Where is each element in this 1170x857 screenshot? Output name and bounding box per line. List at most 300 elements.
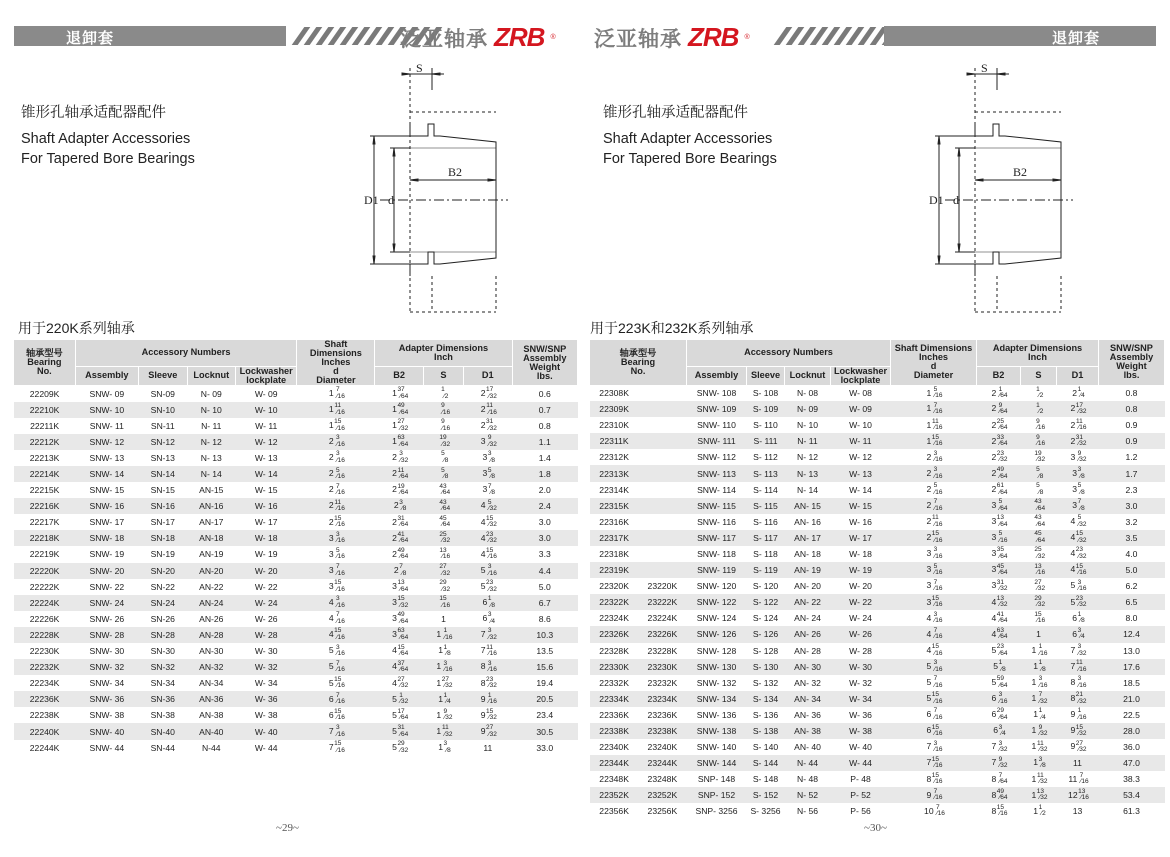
cell-b2: 6 3 ⁄4 [977,723,1021,739]
cell-assembly: SNW- 115 [687,498,747,514]
cell-b2: 2 9 ⁄64 [977,401,1021,417]
cell-sleeve: S- 128 [747,643,785,659]
cell-s: 1 9 ⁄32 [423,707,463,723]
cell-b2: 2 61 ⁄64 [977,482,1021,498]
cell-d1: 8 3 ⁄16 [1057,675,1099,691]
cell-assembly: SNW- 136 [687,707,747,723]
cell-lockwasher: W- 40 [831,739,891,755]
cell-locknut: AN-19 [187,546,236,562]
cell-s: 1 3 ⁄16 [423,659,463,675]
cell-s: 45 ⁄64 [1021,530,1057,546]
cell-d1: 4 15 ⁄32 [464,514,513,530]
cell-shaft-diameter: 7 3 ⁄16 [297,723,375,739]
cell-sleeve: S- 113 [747,465,785,481]
cell-d1: 4 5 ⁄32 [464,498,513,514]
cell-bearing-no-2: 23252K [638,787,686,803]
series-title: 用于223K和232K系列轴承 [590,320,754,336]
cell-d1: 3 5 ⁄8 [1057,482,1099,498]
table-row [14,482,578,498]
brand-name-cn: 泛亚轴承 [594,27,682,51]
cell-sleeve: SN-13 [138,450,187,466]
cell-locknut: N- 11 [187,418,236,434]
col-s: S [423,366,463,385]
col-lockwasher: Lockwasher lockplate [236,366,297,385]
cell-d1: 4 15 ⁄16 [464,546,513,562]
col-bearing-no: 轴承型号 Bearing No. [14,340,75,386]
cell-b2: 3 5 ⁄16 [977,530,1021,546]
cell-weight: 5.0 [512,579,577,595]
cell-d1: 6 1 ⁄8 [1057,610,1099,626]
cell-weight: 28.0 [1099,723,1165,739]
cell-shaft-diameter: 6 7 ⁄16 [297,691,375,707]
cell-s: 27 ⁄32 [423,563,463,579]
cell-locknut: N- 14 [785,482,831,498]
cell-shaft-diameter: 3 5 ⁄16 [297,546,375,562]
cell-lockwasher: W- 38 [831,723,891,739]
cell-sleeve: SN-10 [138,402,187,418]
cell-bearing-no: 22348K [590,771,638,787]
cell-bearing-no: 22320K [590,578,638,594]
cell-weight: 10.3 [512,627,577,643]
cell-assembly: SNW- 09 [75,386,138,402]
table-row [14,691,578,707]
cell-bearing-no-2 [638,385,686,401]
table-row [590,578,1165,594]
cell-bearing-no-2 [638,498,686,514]
cell-shaft-diameter: 7 15 ⁄16 [891,755,977,771]
dim-label-d: d [953,193,959,207]
cell-b2: 3 31 ⁄32 [977,578,1021,594]
cell-weight: 0.9 [1099,417,1165,433]
cell-sleeve: SN-32 [138,659,187,675]
cell-lockwasher: W- 16 [831,514,891,530]
cell-s: 5 ⁄8 [1021,482,1057,498]
table-row [590,626,1165,642]
cell-sleeve: S- 116 [747,514,785,530]
cell-s: 1 1 ⁄8 [423,643,463,659]
cell-lockwasher: W- 12 [831,449,891,465]
cell-sleeve: SN-38 [138,707,187,723]
cell-d1: 2 31 ⁄32 [464,418,513,434]
cell-locknut: AN- 28 [785,643,831,659]
table-row [590,417,1165,433]
adapter-diagram [915,62,1075,314]
cell-lockwasher: W- 12 [236,434,297,450]
page-title-block [603,103,777,169]
cell-bearing-no-2 [638,417,686,433]
cell-bearing-no: 22226K [14,611,75,627]
col-locknut: Locknut [187,366,236,385]
table-row [590,385,1165,401]
cell-s: 13 ⁄16 [423,546,463,562]
cell-locknut: N- 10 [785,417,831,433]
cell-assembly: SNW- 119 [687,562,747,578]
cell-bearing-no: 22215K [14,482,75,498]
cell-weight: 8.6 [512,611,577,627]
cell-bearing-no-2: 23248K [638,771,686,787]
table-row [14,740,578,756]
dim-label-d1: D1 [929,193,944,207]
cell-lockwasher: W- 14 [236,466,297,482]
cell-b2: 2 31 ⁄64 [375,514,424,530]
cell-b2: 2 3 ⁄8 [375,498,424,514]
dim-label-d1: D1 [364,193,379,207]
cell-weight: 47.0 [1099,755,1165,771]
cell-weight: 1.7 [1099,465,1165,481]
cell-sleeve: SN-44 [138,740,187,756]
cell-assembly: SNW- 138 [687,723,747,739]
col-sleeve: Sleeve [747,366,785,385]
cell-shaft-diameter: 5 3 ⁄16 [891,659,977,675]
cell-sleeve: S- 148 [747,771,785,787]
cell-sleeve: S- 110 [747,417,785,433]
cell-locknut: AN-26 [187,611,236,627]
brand-logo-text: ZRB [688,22,739,52]
cell-lockwasher: W- 16 [236,498,297,514]
cell-locknut: AN- 22 [785,594,831,610]
table-row [590,449,1165,465]
cell-weight: 1.4 [512,450,577,466]
cell-weight: 36.0 [1099,739,1165,755]
cell-bearing-no: 22356K [590,803,638,819]
cell-b2: 4 13 ⁄32 [977,594,1021,610]
cell-s: 43 ⁄64 [423,498,463,514]
col-adapter-dimensions: Adapter Dimensions Inch [375,340,512,366]
cell-assembly: SNW- 28 [75,627,138,643]
cell-s: 25 ⁄32 [1021,546,1057,562]
cell-d1: 2 11 ⁄16 [464,402,513,418]
cell-bearing-no: 22336K [590,707,638,723]
cell-shaft-diameter: 2 3 ⁄16 [891,465,977,481]
cell-d1: 9 15 ⁄32 [1057,723,1099,739]
cell-s: 5 ⁄8 [423,450,463,466]
table-row [590,675,1165,691]
col-d1: D1 [1057,366,1099,385]
cell-s: 1 9 ⁄32 [1021,723,1057,739]
cell-assembly: SNW- 130 [687,659,747,675]
cell-d1: 13 [1057,803,1099,819]
cell-d1: 7 11 ⁄16 [1057,659,1099,675]
cell-bearing-no-2: 23236K [638,707,686,723]
cell-locknut: AN- 16 [785,514,831,530]
table-row [590,562,1165,578]
right-section-label: 退卸套 [1051,30,1100,47]
cell-lockwasher: W- 20 [831,578,891,594]
cell-lockwasher: W- 13 [236,450,297,466]
cell-locknut: N- 48 [785,771,831,787]
cell-assembly: SNW- 114 [687,482,747,498]
cell-locknut: AN- 40 [785,739,831,755]
cell-locknut: AN-18 [187,530,236,546]
page-title-en-line1: Shaft Adapter Accessories [21,131,191,147]
cell-b2: 5 23 ⁄64 [977,643,1021,659]
cell-locknut: AN- 32 [785,675,831,691]
cell-bearing-no-2 [638,530,686,546]
cell-locknut: AN-16 [187,498,236,514]
cell-assembly: SNW- 118 [687,546,747,562]
cell-lockwasher: P- 56 [831,803,891,819]
cell-d1: 7 3 ⁄32 [1057,643,1099,659]
cell-assembly: SNW- 117 [687,530,747,546]
cell-shaft-diameter: 1 11 ⁄16 [891,417,977,433]
cell-b2: 4 63 ⁄64 [977,626,1021,642]
cell-shaft-diameter: 1 7 ⁄16 [297,386,375,402]
cell-assembly: SNW- 20 [75,563,138,579]
cell-sleeve: S- 126 [747,626,785,642]
cell-locknut: AN-38 [187,707,236,723]
cell-sleeve: S- 118 [747,546,785,562]
col-b2: B2 [977,366,1021,385]
cell-locknut: AN- 15 [785,498,831,514]
cell-locknut: N- 56 [785,803,831,819]
cell-lockwasher: W- 26 [831,626,891,642]
cell-lockwasher: W- 18 [236,530,297,546]
cell-d1: 11 [1057,755,1099,771]
cell-bearing-no: 22214K [14,466,75,482]
cell-bearing-no: 22310K [590,417,638,433]
cell-d1: 11 7 ⁄16 [1057,771,1099,787]
cell-locknut: AN- 34 [785,691,831,707]
cell-d1: 2 11 ⁄16 [1057,417,1099,433]
table-row [590,594,1165,610]
cell-locknut: N- 14 [187,466,236,482]
cell-shaft-diameter: 3 3 ⁄16 [297,530,375,546]
cell-d1: 4 15 ⁄32 [1057,530,1099,546]
cell-lockwasher: W- 15 [831,498,891,514]
cell-assembly: SNW- 36 [75,691,138,707]
cell-bearing-no-2: 23226K [638,626,686,642]
cell-b2: 3 13 ⁄64 [977,514,1021,530]
cell-sleeve: S- 138 [747,723,785,739]
cell-shaft-diameter: 1 7 ⁄16 [891,401,977,417]
cell-b2: 5 1 ⁄32 [375,691,424,707]
cell-assembly: SNW- 108 [687,385,747,401]
table-row [14,579,578,595]
cell-weight: 3.0 [1099,498,1165,514]
cell-sleeve: S- 122 [747,594,785,610]
cell-shaft-diameter: 4 3 ⁄16 [297,595,375,611]
cell-b2: 8 7 ⁄64 [977,771,1021,787]
cell-sleeve: S- 117 [747,530,785,546]
cell-assembly: SNW- 11 [75,418,138,434]
cell-s: 27 ⁄32 [1021,578,1057,594]
cell-shaft-diameter: 3 7 ⁄16 [891,578,977,594]
table-row [590,530,1165,546]
cell-bearing-no: 22224K [14,595,75,611]
cell-locknut: AN- 38 [785,723,831,739]
cell-bearing-no: 22213K [14,450,75,466]
cell-bearing-no: 22230K [14,643,75,659]
cell-weight: 3.3 [512,546,577,562]
cell-bearing-no-2: 23222K [638,594,686,610]
table-row [590,691,1165,707]
cell-weight: 61.3 [1099,803,1165,819]
cell-bearing-no: 22220K [14,563,75,579]
cell-locknut: N- 09 [187,386,236,402]
cell-shaft-diameter: 5 3 ⁄16 [297,643,375,659]
cell-sleeve: SN-24 [138,595,187,611]
cell-bearing-no: 22211K [14,418,75,434]
cell-sleeve: SN-11 [138,418,187,434]
cell-lockwasher: W- 34 [831,691,891,707]
cell-locknut: AN-15 [187,482,236,498]
cell-weight: 17.6 [1099,659,1165,675]
cell-b2: 2 33 ⁄64 [977,433,1021,449]
cell-d1: 9 1 ⁄16 [1057,707,1099,723]
cell-lockwasher: W- 09 [831,401,891,417]
cell-shaft-diameter: 3 7 ⁄16 [297,563,375,579]
cell-lockwasher: W- 19 [831,562,891,578]
cell-d1: 2 31 ⁄32 [1057,433,1099,449]
cell-sleeve: SN-17 [138,514,187,530]
cell-lockwasher: W- 24 [236,595,297,611]
cell-assembly: SNP- 152 [687,787,747,803]
table-row [590,498,1165,514]
cell-assembly: SNW- 18 [75,530,138,546]
cell-shaft-diameter: 4 15 ⁄16 [891,643,977,659]
cell-bearing-no: 22311K [590,433,638,449]
cell-b2: 2 19 ⁄64 [375,482,424,498]
cell-weight: 0.8 [1099,385,1165,401]
cell-assembly: SNW- 132 [687,675,747,691]
cell-shaft-diameter: 5 15 ⁄16 [891,691,977,707]
cell-sleeve: S- 112 [747,449,785,465]
cell-bearing-no: 22222K [14,579,75,595]
cell-bearing-no-2 [638,449,686,465]
col-weight: SNW/SNP Assembly Weight lbs. [512,340,577,386]
cell-weight: 6.5 [1099,594,1165,610]
table-row [14,466,578,482]
table-row [14,723,578,739]
cell-s: 19 ⁄32 [423,434,463,450]
spec-table [590,340,1165,820]
cell-d1: 8 3 ⁄16 [464,659,513,675]
cell-bearing-no-2: 23256K [638,803,686,819]
cell-bearing-no: 22218K [14,530,75,546]
cell-locknut: N- 12 [187,434,236,450]
cell-shaft-diameter: 2 3 ⁄16 [297,450,375,466]
cell-shaft-diameter: 3 15 ⁄16 [891,594,977,610]
cell-d1: 6 3 ⁄4 [1057,626,1099,642]
cell-b2: 3 45 ⁄64 [977,562,1021,578]
cell-assembly: SNW- 32 [75,659,138,675]
cell-bearing-no-2 [638,401,686,417]
cell-assembly: SNW- 112 [687,449,747,465]
cell-d1: 9 15 ⁄32 [464,707,513,723]
cell-lockwasher: W- 17 [236,514,297,530]
cell-s: 1 1 ⁄16 [423,627,463,643]
cell-bearing-no-2: 23244K [638,755,686,771]
cell-s: 19 ⁄32 [1021,449,1057,465]
cell-shaft-diameter: 3 3 ⁄16 [891,546,977,562]
cell-assembly: SNW- 109 [687,401,747,417]
page-title-block [21,103,195,169]
table-row [14,659,578,675]
col-accessory-numbers: Accessory Numbers [75,340,297,366]
cell-sleeve: SN-26 [138,611,187,627]
col-shaft-dimensions: Shaft Dimensions Inches d Diameter [297,340,375,386]
cell-lockwasher: W- 32 [236,659,297,675]
cell-b2: 3 63 ⁄64 [375,627,424,643]
cell-sleeve: SN-09 [138,386,187,402]
cell-shaft-diameter: 5 7 ⁄16 [891,675,977,691]
cell-weight: 3.5 [1099,530,1165,546]
cell-bearing-no: 22330K [590,659,638,675]
cell-s: 1 13 ⁄32 [1021,787,1057,803]
cell-shaft-diameter: 6 15 ⁄16 [297,707,375,723]
cell-sleeve: S- 111 [747,433,785,449]
cell-d1: 5 23 ⁄32 [1057,594,1099,610]
cell-shaft-diameter: 9 7 ⁄16 [891,787,977,803]
cell-weight: 21.0 [1099,691,1165,707]
cell-assembly: SNW- 40 [75,723,138,739]
cell-shaft-diameter: 4 3 ⁄16 [891,610,977,626]
table-body [14,386,578,756]
cell-s: 1 ⁄2 [423,386,463,402]
cell-weight: 38.3 [1099,771,1165,787]
cell-shaft-diameter: 7 15 ⁄16 [297,740,375,756]
table-row [590,482,1165,498]
col-assembly: Assembly [75,366,138,385]
cell-b2: 1 37 ⁄64 [375,386,424,402]
cell-lockwasher: P- 52 [831,787,891,803]
cell-b2: 2 25 ⁄64 [977,417,1021,433]
cell-locknut: AN- 30 [785,659,831,675]
cell-shaft-diameter: 1 11 ⁄16 [297,402,375,418]
cell-s: 25 ⁄32 [423,530,463,546]
table-row [590,755,1165,771]
cell-lockwasher: W- 26 [236,611,297,627]
cell-lockwasher: W- 08 [831,385,891,401]
cell-assembly: SNW- 140 [687,739,747,755]
cell-bearing-no: 22328K [590,643,638,659]
table-row [590,787,1165,803]
cell-bearing-no: 22316K [590,514,638,530]
cell-lockwasher: W- 22 [236,579,297,595]
cell-locknut: AN-30 [187,643,236,659]
spec-table [14,340,578,756]
table-row [14,707,578,723]
cell-locknut: N- 13 [187,450,236,466]
table-row [590,643,1165,659]
cell-weight: 1.2 [1099,449,1165,465]
cell-d1: 4 15 ⁄16 [1057,562,1099,578]
cell-bearing-no: 22308K [590,385,638,401]
cell-weight: 4.4 [512,563,577,579]
cell-sleeve: SN-28 [138,627,187,643]
cell-b2: 2 7 ⁄8 [375,563,424,579]
cell-lockwasher: W- 36 [831,707,891,723]
cell-bearing-no: 22326K [590,626,638,642]
series-title: 用于220K系列轴承 [18,320,135,336]
cell-b2: 5 59 ⁄64 [977,675,1021,691]
cell-s: 1 7 ⁄32 [1021,691,1057,707]
cell-d1: 3 7 ⁄8 [1057,498,1099,514]
cell-assembly: SNW- 111 [687,433,747,449]
cell-shaft-diameter: 7 3 ⁄16 [891,739,977,755]
cell-lockwasher: W- 40 [236,723,297,739]
cell-b2: 7 3 ⁄32 [977,739,1021,755]
cell-locknut: AN- 24 [785,610,831,626]
cell-s: 1 3 ⁄16 [1021,675,1057,691]
cell-bearing-no: 22340K [590,739,638,755]
cell-shaft-diameter: 2 5 ⁄16 [891,482,977,498]
cell-d1: 9 1 ⁄16 [464,691,513,707]
cell-bearing-no: 22232K [14,659,75,675]
cell-d1: 7 3 ⁄32 [464,627,513,643]
cell-s: 1 1 ⁄2 [1021,803,1057,819]
cell-assembly: SNW- 128 [687,643,747,659]
